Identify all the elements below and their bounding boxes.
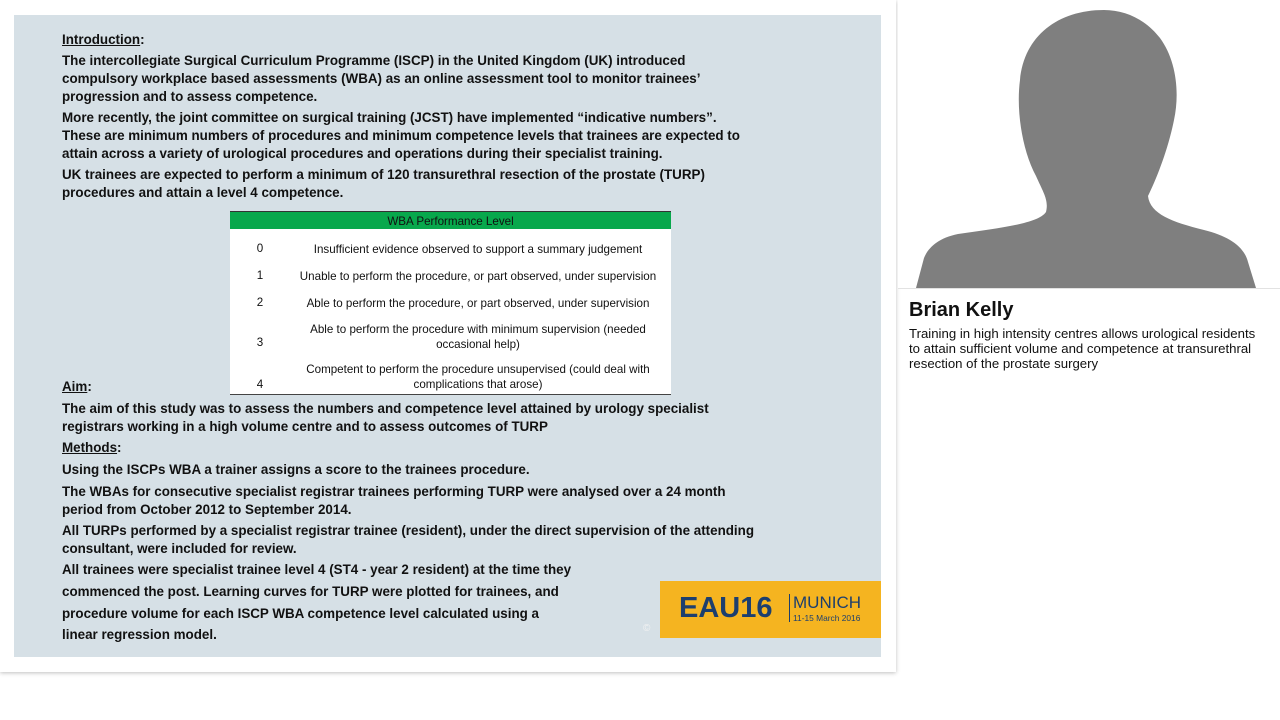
- level-description: Unable to perform the procedure, or part observed, under supervision: [299, 270, 657, 283]
- intro-line: compulsory workplace based assessments (WBA) as an online assessment tool to monitor trainees’: [62, 71, 701, 86]
- methods-heading: Methods:: [62, 440, 122, 455]
- eau16-logo: [660, 581, 881, 638]
- level-number: 0: [256, 242, 264, 255]
- logo-city: MUNICH: [793, 593, 861, 612]
- methods-line: period from October 2012 to September 2014.: [62, 502, 352, 517]
- level-description-line-1: Competent to perform the procedure unsupervised (could deal with: [306, 363, 650, 376]
- presentation-slide: [14, 15, 881, 657]
- level-description-line-2: complications that arose): [413, 378, 543, 391]
- level-description: Insufficient evidence observed to support a summary judgement: [313, 243, 643, 256]
- methods-line: consultant, were included for review.: [62, 541, 297, 556]
- aim-line: The aim of this study was to assess the numbers and competence level attained by urology specialist: [62, 401, 709, 416]
- level-number: 1: [256, 269, 264, 282]
- table-header: WBA Performance Level: [230, 212, 671, 229]
- aim-line: registrars working in a high volume centre and to assess outcomes of TURP: [62, 419, 548, 434]
- intro-line: UK trainees are expected to perform a minimum of 120 transurethral resection of the prostate (TURP): [62, 167, 705, 182]
- methods-line: procedure volume for each ISCP WBA competence level calculated using a: [62, 606, 540, 621]
- intro-heading: Introduction:: [62, 32, 145, 47]
- copyright-mark: ©: [643, 623, 651, 634]
- level-description-line-1: Able to perform the procedure with minimum supervision (needed: [310, 323, 646, 336]
- level-number: 4: [256, 378, 264, 391]
- level-number: 3: [256, 336, 264, 349]
- intro-line: The intercollegiate Surgical Curriculum Programme (ISCP) in the United Kingdom (UK) introduced: [62, 53, 686, 68]
- methods-line: linear regression model.: [62, 627, 217, 642]
- person-silhouette-icon: [898, 0, 1280, 288]
- logo-brand: EAU16: [679, 592, 773, 624]
- methods-line: Using the ISCPs WBA a trainer assigns a score to the trainees procedure.: [62, 462, 530, 477]
- methods-heading-text: Methods: [62, 440, 118, 455]
- level-description: Able to perform the procedure, or part observed, under supervision: [306, 297, 650, 310]
- level-number: 2: [256, 296, 264, 309]
- talk-title: Training in high intensity centres allows urological residents to attain sufficient volume and competence at transurethral resection of the prostate surgery: [909, 326, 1256, 371]
- speaker-name: Brian Kelly: [909, 299, 1014, 321]
- aim-heading-text: Aim: [62, 379, 88, 394]
- intro-line: More recently, the joint committee on surgical training (JCST) have implemented “indicative numbers”.: [62, 110, 717, 125]
- speaker-photo: [898, 0, 1280, 289]
- methods-line: commenced the post. Learning curves for TURP were plotted for trainees, and: [62, 584, 559, 599]
- intro-line: procedures and attain a level 4 competence.: [62, 185, 344, 200]
- intro-line: These are minimum numbers of procedures and minimum competence levels that trainees are expected to: [62, 128, 740, 143]
- methods-line: All TURPs performed by a specialist registrar trainee (resident), under the direct supervision of the attending: [62, 523, 755, 538]
- aim-heading: Aim:: [62, 379, 92, 394]
- level-description-line-2: occasional help): [436, 338, 520, 351]
- logo-divider: [789, 594, 790, 622]
- methods-line: All trainees were specialist trainee level 4 (ST4 - year 2 resident) at the time they: [62, 562, 572, 577]
- intro-line: progression and to assess competence.: [62, 89, 318, 104]
- intro-line: attain across a variety of urological procedures and operations during their specialist training.: [62, 146, 663, 161]
- logo-dates: 11-15 March 2016: [793, 613, 861, 623]
- methods-line: The WBAs for consecutive specialist registrar trainees performing TURP were analysed over a 24 month: [62, 484, 726, 499]
- wba-performance-table: [230, 211, 671, 395]
- intro-heading-text: Introduction: [62, 32, 141, 47]
